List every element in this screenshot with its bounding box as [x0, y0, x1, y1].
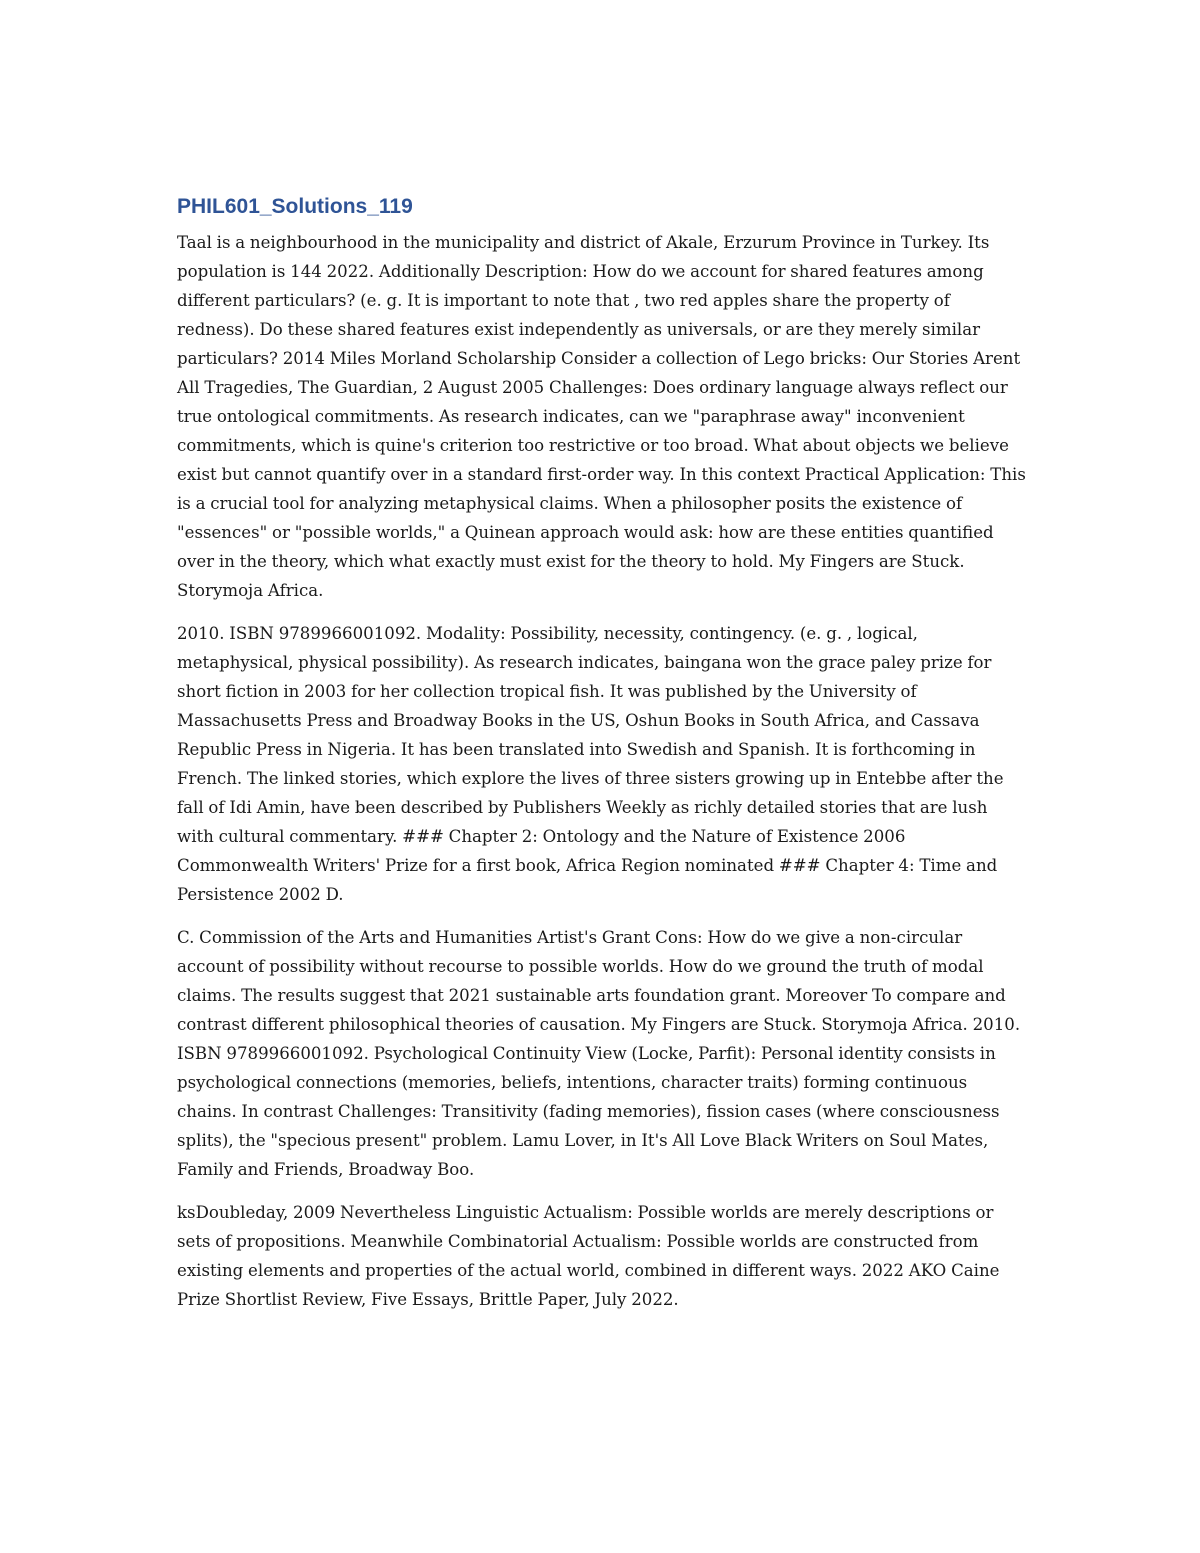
document-body: [177, 192, 1027, 1328]
paragraph-2: 2010. ISBN 9789966001092. Modality: Possibility, necessity, contingency. (e. g. , logical, metaphysical, physical possibility). As research indicates, baingana won the grace paley prize for short fiction in 2003 for her collection tropical fish. It was published by the University of Massachusetts Press and Broadway Books in the US, Oshun Books in South Africa, and Cassava Republic Press in Nigeria. It has been translated into Swedish and Spanish. It is forthcoming in French. The linked stories, which explore the lives of three sisters growing up in Entebbe after the fall of Idi Amin, have been described by Publishers Weekly as richly detailed stories that are lush with cultural commentary. ### Chapter 2: Ontology and the Nature of Existence 2006 Commonwealth Writers' Prize for a first book, Africa Region nominated ### Chapter 4: Time and Persistence 2002 D.: [177, 624, 1004, 904]
paragraph-3: C. Commission of the Arts and Humanities Artist's Grant Cons: How do we give a non-circular account of possibility without recourse to possible worlds. How do we ground the truth of modal claims. The results suggest that 2021 sustainable arts foundation grant. Moreover To compare and contrast different philosophical theories of causation. My Fingers are Stuck. Storymoja Africa. 2010. ISBN 9789966001092. Psychological Continuity View (Locke, Parfit): Personal identity consists in psychological connections (memories, beliefs, intentions, character traits) forming continuous chains. In contrast Challenges: Transitivity (fading memories), fission cases (where consciousness splits), the "specious present" problem. Lamu Lover, in It's All Love Black Writers on Soul Mates, Family and Friends, Broadway Boo.: [177, 928, 1021, 1179]
document-title: PHIL601_Solutions_119: [177, 195, 413, 218]
paragraph-4: ksDoubleday, 2009 Nevertheless Linguistic Actualism: Possible worlds are merely descriptions or sets of propositions. Meanwhile Combinatorial Actualism: Possible worlds are constructed from existing elements and properties of the actual world, combined in different ways. 2022 AKO Caine Prize Shortlist Review, Five Essays, Brittle Paper, July 2022.: [177, 1203, 1000, 1309]
paragraph-1: Taal is a neighbourhood in the municipality and district of Akale, Erzurum Province in Turkey. Its population is 144 2022. Additionally Description: How do we account for shared features among different particulars? (e. g. It is important to note that , two red apples share the property of redness). Do these shared features exist independently as universals, or are they merely similar particulars? 2014 Miles Morland Scholarship Consider a collection of Lego bricks: Our Stories Arent All Tragedies, The Guardian, 2 August 2005 Challenges: Does ordinary language always reflect our true ontological commitments. As research indicates, can we "paraphrase away" inconvenient commitments, which is quine's criterion too restrictive or too broad. What about objects we believe exist but cannot quantify over in a standard first-order way. In this context Practical Application: This is a crucial tool for analyzing metaphysical claims. When a philosopher posits the existence of "essences" or "possible worlds," a Quinean approach would ask: how are these entities quantified over in the theory, which what exactly must exist for the theory to hold. My Fingers are Stuck. Storymoja Africa.: [177, 233, 1026, 600]
